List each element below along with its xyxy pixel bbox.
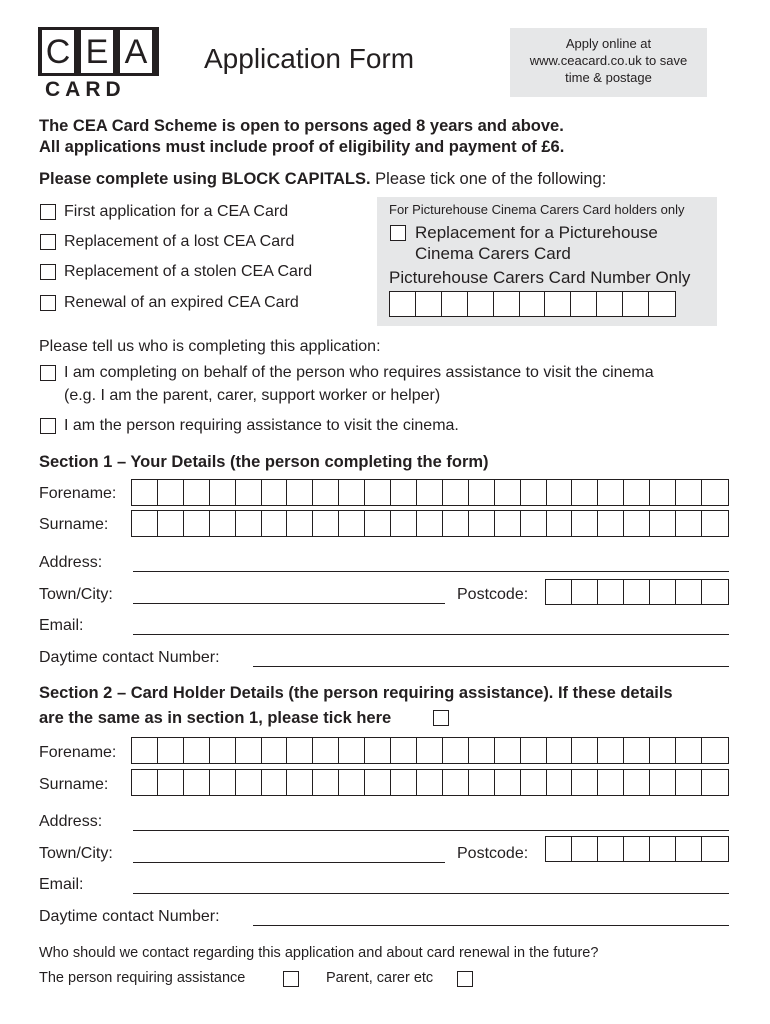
s2-email-input[interactable] (133, 893, 729, 894)
letter-cell[interactable] (650, 480, 676, 505)
letter-cell[interactable] (236, 511, 262, 536)
letter-cell[interactable] (262, 511, 288, 536)
self-checkbox[interactable] (40, 418, 56, 434)
letter-cell[interactable] (417, 738, 443, 763)
letter-cell[interactable] (547, 480, 573, 505)
letter-cell[interactable] (210, 738, 236, 763)
letter-cell[interactable] (339, 770, 365, 795)
letter-cell[interactable] (676, 738, 702, 763)
letter-cell[interactable] (650, 738, 676, 763)
carers-replacement-checkbox[interactable] (390, 225, 406, 241)
letter-cell[interactable] (417, 480, 443, 505)
letter-cell[interactable] (547, 738, 573, 763)
replacement-lost-checkbox[interactable] (40, 234, 56, 250)
letter-cell[interactable] (546, 580, 572, 604)
s2-address-input[interactable] (133, 830, 729, 831)
letter-cell[interactable] (184, 480, 210, 505)
letter-cell[interactable] (184, 511, 210, 536)
s1-surname-label: Surname: (39, 516, 109, 533)
letter-cell[interactable] (184, 738, 210, 763)
s2-surname-label: Surname: (39, 776, 109, 793)
carers-number-input[interactable] (389, 291, 676, 317)
letter-cell[interactable] (702, 837, 728, 861)
letter-cell[interactable] (624, 837, 650, 861)
letter-cell[interactable] (391, 770, 417, 795)
first-application-checkbox[interactable] (40, 204, 56, 220)
letter-cell[interactable] (132, 511, 158, 536)
s1-forename-input[interactable] (131, 479, 729, 506)
letter-cell[interactable] (624, 511, 650, 536)
letter-cell[interactable] (391, 738, 417, 763)
letter-cell[interactable] (236, 480, 262, 505)
s1-forename-label: Forename: (39, 485, 117, 502)
letter-cell[interactable] (210, 511, 236, 536)
s1-phone-label: Daytime contact Number: (39, 649, 220, 666)
letter-cell[interactable] (262, 770, 288, 795)
letter-cell[interactable] (650, 837, 676, 861)
online-line-1: Apply online at (565, 36, 652, 51)
s1-address-input[interactable] (133, 571, 729, 572)
letter-cell[interactable] (650, 770, 676, 795)
letter-cell[interactable] (598, 480, 624, 505)
letter-cell[interactable] (702, 580, 728, 604)
section2-heading-2: are the same as in section 1, please tick here (39, 709, 392, 727)
letter-cell[interactable] (676, 837, 702, 861)
letter-cell[interactable] (313, 480, 339, 505)
letter-cell[interactable] (702, 511, 728, 536)
letter-cell[interactable] (184, 770, 210, 795)
replacement-stolen-checkbox[interactable] (40, 264, 56, 280)
letter-cell[interactable] (236, 770, 262, 795)
contact-parent-checkbox[interactable] (457, 971, 473, 987)
s1-postcode-input[interactable] (545, 579, 729, 605)
letter-cell[interactable] (443, 770, 469, 795)
letter-cell[interactable] (676, 580, 702, 604)
section2-heading-1: Section 2 – Card Holder Details (the person requiring assistance). If these details (39, 684, 673, 702)
s1-postcode-label: Postcode: (457, 586, 529, 603)
letter-cell[interactable] (469, 770, 495, 795)
letter-cell[interactable] (365, 480, 391, 505)
letter-cell[interactable] (598, 770, 624, 795)
letter-cell[interactable] (339, 738, 365, 763)
s2-forename-input[interactable] (131, 737, 729, 764)
s2-postcode-label: Postcode: (457, 845, 529, 862)
letter-cell[interactable] (287, 738, 313, 763)
intro-line-1: The CEA Card Scheme is open to persons aged 8 years and above. (39, 117, 564, 135)
self-label: I am the person requiring assistance to visit the cinema. (64, 417, 459, 434)
renewal-label: Renewal of an expired CEA Card (64, 294, 299, 311)
s2-address-label: Address: (39, 813, 103, 830)
letter-cell[interactable] (572, 480, 598, 505)
letter-cell[interactable] (495, 511, 521, 536)
s1-town-label: Town/City: (39, 586, 113, 603)
letter-cell[interactable] (547, 511, 573, 536)
page-title: Application Form (204, 43, 415, 74)
s2-email-label: Email: (39, 876, 84, 893)
letter-cell[interactable] (262, 480, 288, 505)
letter-cell[interactable] (598, 738, 624, 763)
first-application-label: First application for a CEA Card (64, 203, 289, 220)
letter-cell[interactable] (469, 511, 495, 536)
letter-cell[interactable] (313, 511, 339, 536)
logo-letter-c: C (42, 30, 74, 73)
s2-surname-input[interactable] (131, 769, 729, 796)
instruction (39, 170, 606, 189)
letter-cell[interactable] (365, 511, 391, 536)
letter-cell[interactable] (572, 580, 598, 604)
letter-cell[interactable] (313, 738, 339, 763)
letter-cell[interactable] (443, 738, 469, 763)
letter-cell[interactable] (572, 511, 598, 536)
letter-cell[interactable] (417, 511, 443, 536)
carers-option-line-2: Cinema Carers Card (415, 244, 571, 263)
letter-cell[interactable] (547, 770, 573, 795)
same-as-section1-checkbox[interactable] (433, 710, 449, 726)
logo-word: CARD (45, 78, 126, 101)
letter-cell[interactable] (132, 770, 158, 795)
letter-cell[interactable] (391, 480, 417, 505)
letter-cell[interactable] (572, 837, 598, 861)
letter-cell[interactable] (702, 770, 728, 795)
letter-cell[interactable] (365, 770, 391, 795)
letter-cell[interactable] (158, 480, 184, 505)
letter-cell[interactable] (702, 738, 728, 763)
letter-cell[interactable] (624, 580, 650, 604)
letter-cell[interactable] (365, 738, 391, 763)
s2-town-input[interactable] (133, 862, 445, 863)
letter-cell[interactable] (417, 770, 443, 795)
letter-cell[interactable] (443, 511, 469, 536)
completer-question: Please tell us who is completing this application: (39, 338, 381, 355)
s2-postcode-input[interactable] (545, 836, 729, 862)
s2-town-label: Town/City: (39, 845, 113, 862)
letter-cell[interactable] (469, 738, 495, 763)
letter-cell[interactable] (521, 770, 547, 795)
apply-online-box (510, 28, 707, 97)
letter-cell[interactable] (624, 770, 650, 795)
replacement-stolen-label: Replacement of a stolen CEA Card (64, 263, 313, 280)
s1-surname-input[interactable] (131, 510, 729, 537)
on-behalf-label-1: I am completing on behalf of the person who requires assistance to visit the cinema (64, 364, 654, 381)
contact-option2-label: Parent, carer etc (326, 970, 434, 986)
letter-cell[interactable] (495, 480, 521, 505)
instruction-bold: Please complete using BLOCK CAPITALS. (39, 170, 371, 188)
letter-cell[interactable] (598, 837, 624, 861)
s1-phone-input[interactable] (253, 666, 729, 667)
letter-cell[interactable] (158, 511, 184, 536)
letter-cell[interactable] (572, 770, 598, 795)
letter-cell[interactable] (495, 770, 521, 795)
letter-cell[interactable] (313, 770, 339, 795)
letter-cell[interactable] (702, 480, 728, 505)
s1-town-input[interactable] (133, 603, 445, 604)
renewal-checkbox[interactable] (40, 295, 56, 311)
letter-cell[interactable] (495, 738, 521, 763)
contact-question: Who should we contact regarding this application and about card renewal in the future? (39, 945, 599, 961)
on-behalf-label-2: (e.g. I am the parent, carer, support worker or helper) (64, 387, 441, 404)
letter-cell[interactable] (546, 837, 572, 861)
letter-cell[interactable] (339, 511, 365, 536)
s1-address-label: Address: (39, 554, 103, 571)
letter-cell[interactable] (132, 738, 158, 763)
s2-phone-input[interactable] (253, 925, 729, 926)
letter-cell[interactable] (443, 480, 469, 505)
letter-cell[interactable] (391, 511, 417, 536)
instruction-rest: Please tick one of the following: (370, 170, 607, 188)
replacement-lost-label: Replacement of a lost CEA Card (64, 233, 295, 250)
letter-cell[interactable] (676, 480, 702, 505)
s2-forename-label: Forename: (39, 744, 117, 761)
carers-option-line-1: Replacement for a Picturehouse (415, 223, 658, 242)
letter-cell[interactable] (158, 770, 184, 795)
letter-cell[interactable] (158, 738, 184, 763)
letter-cell[interactable] (236, 738, 262, 763)
letter-cell[interactable] (339, 480, 365, 505)
contact-option1-label: The person requiring assistance (39, 970, 246, 986)
letter-cell[interactable] (287, 511, 313, 536)
online-line-3: time & postage (565, 70, 652, 85)
intro-line-2: All applications must include proof of eligibility and payment of £6. (39, 138, 565, 156)
letter-cell[interactable] (287, 770, 313, 795)
carers-heading: For Picturehouse Cinema Carers Card holders only (389, 202, 685, 217)
letter-cell[interactable] (624, 738, 650, 763)
s2-phone-label: Daytime contact Number: (39, 908, 220, 925)
letter-cell[interactable] (521, 738, 547, 763)
section1-heading: Section 1 – Your Details (the person completing the form) (39, 453, 489, 471)
s1-email-label: Email: (39, 617, 84, 634)
letter-cell[interactable] (598, 580, 624, 604)
letter-cell[interactable] (210, 770, 236, 795)
logo-letter-a: A (120, 30, 152, 73)
carers-number-label: Picturehouse Carers Card Number Only (389, 268, 691, 287)
logo-letter-e: E (81, 30, 113, 73)
letter-cell[interactable] (572, 738, 598, 763)
letter-cell[interactable] (521, 511, 547, 536)
s1-email-input[interactable] (133, 634, 729, 635)
letter-cell[interactable] (521, 480, 547, 505)
letter-cell[interactable] (469, 480, 495, 505)
letter-cell[interactable] (650, 580, 676, 604)
letter-cell[interactable] (598, 511, 624, 536)
letter-cell[interactable] (676, 770, 702, 795)
letter-cell[interactable] (262, 738, 288, 763)
letter-cell[interactable] (676, 511, 702, 536)
on-behalf-checkbox[interactable] (40, 365, 56, 381)
online-line-2: www.ceacard.co.uk to save (529, 53, 688, 68)
contact-person-checkbox[interactable] (283, 971, 299, 987)
letter-cell[interactable] (287, 480, 313, 505)
letter-cell[interactable] (624, 480, 650, 505)
letter-cell[interactable] (132, 480, 158, 505)
letter-cell[interactable] (210, 480, 236, 505)
letter-cell[interactable] (650, 511, 676, 536)
